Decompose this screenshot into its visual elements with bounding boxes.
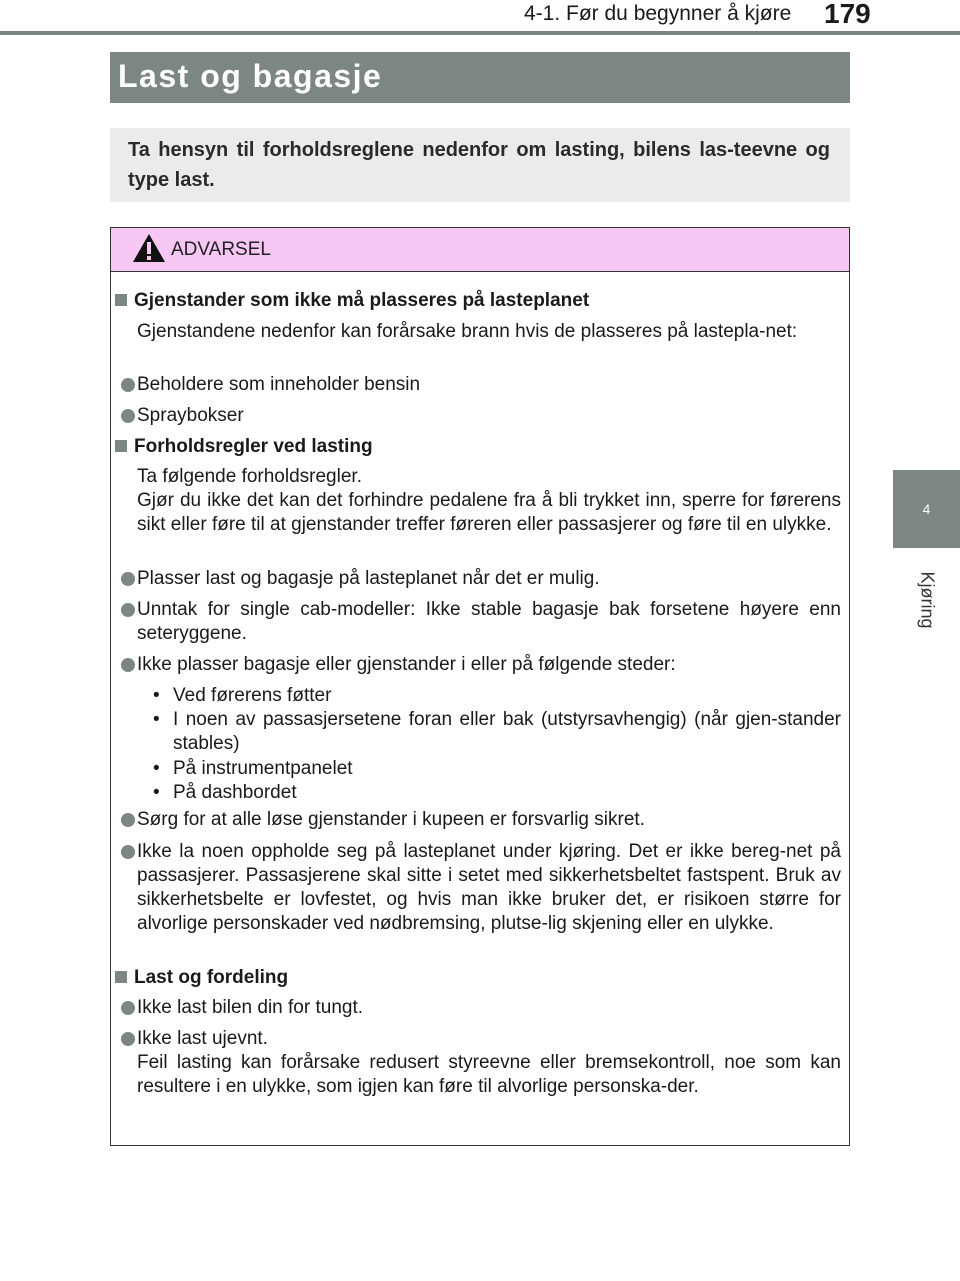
circle-bullet-icon	[121, 378, 135, 392]
square-bullet-icon	[115, 971, 127, 983]
list-item: Ikke last bilen din for tungt.	[121, 996, 841, 1020]
chapter-label: Kjøring	[917, 571, 937, 629]
section-text: Gjenstandene nedenfor kan forårsake brann hvis de plasseres på lastepla-net:	[137, 321, 798, 342]
list-item: Ikke la noen oppholde seg på lasteplanet under kjøring. Det er ikke bereg-net på passasjerer. Passasjerene skal sitte i setet med sikkerhetsbeltet fastspent. Bruk av sikkerhetsbelte er lovfestet, og hvis man ikke bruker det, er risikoen større for alvorlige personskader ved nødbremsing, plutse-lig skjening eller en ulykke.	[121, 840, 841, 936]
sub-list-item: • Ved førerens føtter	[153, 685, 332, 706]
list-item: Plasser last og bagasje på lasteplanet når det er mulig.	[121, 567, 841, 591]
list-item: Sørg for at alle løse gjenstander i kupeen er forsvarlig sikret.	[121, 808, 841, 832]
warning-triangle-icon	[132, 233, 166, 263]
circle-bullet-icon	[121, 813, 135, 827]
chapter-tab: 4	[893, 470, 960, 548]
section-text: Feil lasting kan forårsake redusert styreevne eller bremsekontroll, noe som kan resultere i en ulykke, som igjen kan føre til alvorlige personska-der.	[137, 1052, 841, 1097]
circle-bullet-icon	[121, 572, 135, 586]
section-text: Ta følgende forholdsregler.	[137, 466, 362, 487]
circle-bullet-icon	[121, 845, 135, 859]
circle-bullet-icon	[121, 603, 135, 617]
page-title: Last og bagasje	[118, 58, 383, 94]
sub-list-item: • På instrumentpanelet	[153, 758, 353, 779]
intro-box	[110, 128, 850, 202]
page-number: 179	[824, 0, 871, 29]
section-heading: Gjenstander som ikke må plasseres på lasteplanet	[115, 289, 589, 313]
header-section: 4-1. Før du begynner å kjøre	[524, 2, 792, 25]
square-bullet-icon	[115, 294, 127, 306]
sub-list-item: • På dashbordet	[153, 782, 297, 803]
list-item: Beholdere som inneholder bensin	[121, 373, 841, 397]
list-item: Unntak for single cab-modeller: Ikke stable bagasje bak forsetene høyere enn seteryggene.	[121, 598, 841, 646]
list-item: Spraybokser	[121, 404, 841, 428]
section-heading: Forholdsregler ved lasting	[115, 435, 373, 459]
circle-bullet-icon	[121, 658, 135, 672]
header-rule	[0, 31, 960, 35]
warning-box	[110, 227, 850, 1146]
circle-bullet-icon	[121, 1032, 135, 1046]
chapter-label-box	[893, 560, 960, 640]
title-bar	[110, 52, 850, 103]
intro-text: Ta hensyn til forholdsreglene nedenfor om lasting, bilens las-teevne og type last.	[128, 139, 830, 191]
circle-bullet-icon	[121, 1001, 135, 1015]
section-text: Gjør du ikke det kan det forhindre pedalene fra å bli trykket inn, sperre for førerens sikt eller føre til at gjenstander treffer føreren eller passasjerer og føre til en ulykke.	[137, 490, 841, 535]
warning-header	[111, 228, 849, 272]
list-item: Ikke last ujevnt.	[121, 1027, 841, 1051]
sub-list-item: • I noen av passasjersetene foran eller bak (utstyrsavhengig) (når gjen-stander stables)	[153, 709, 841, 754]
warning-title: ADVARSEL	[171, 239, 271, 260]
square-bullet-icon	[115, 440, 127, 452]
circle-bullet-icon	[121, 409, 135, 423]
section-heading: Last og fordeling	[115, 966, 288, 990]
list-item: Ikke plasser bagasje eller gjenstander i eller på følgende steder:	[121, 653, 841, 677]
